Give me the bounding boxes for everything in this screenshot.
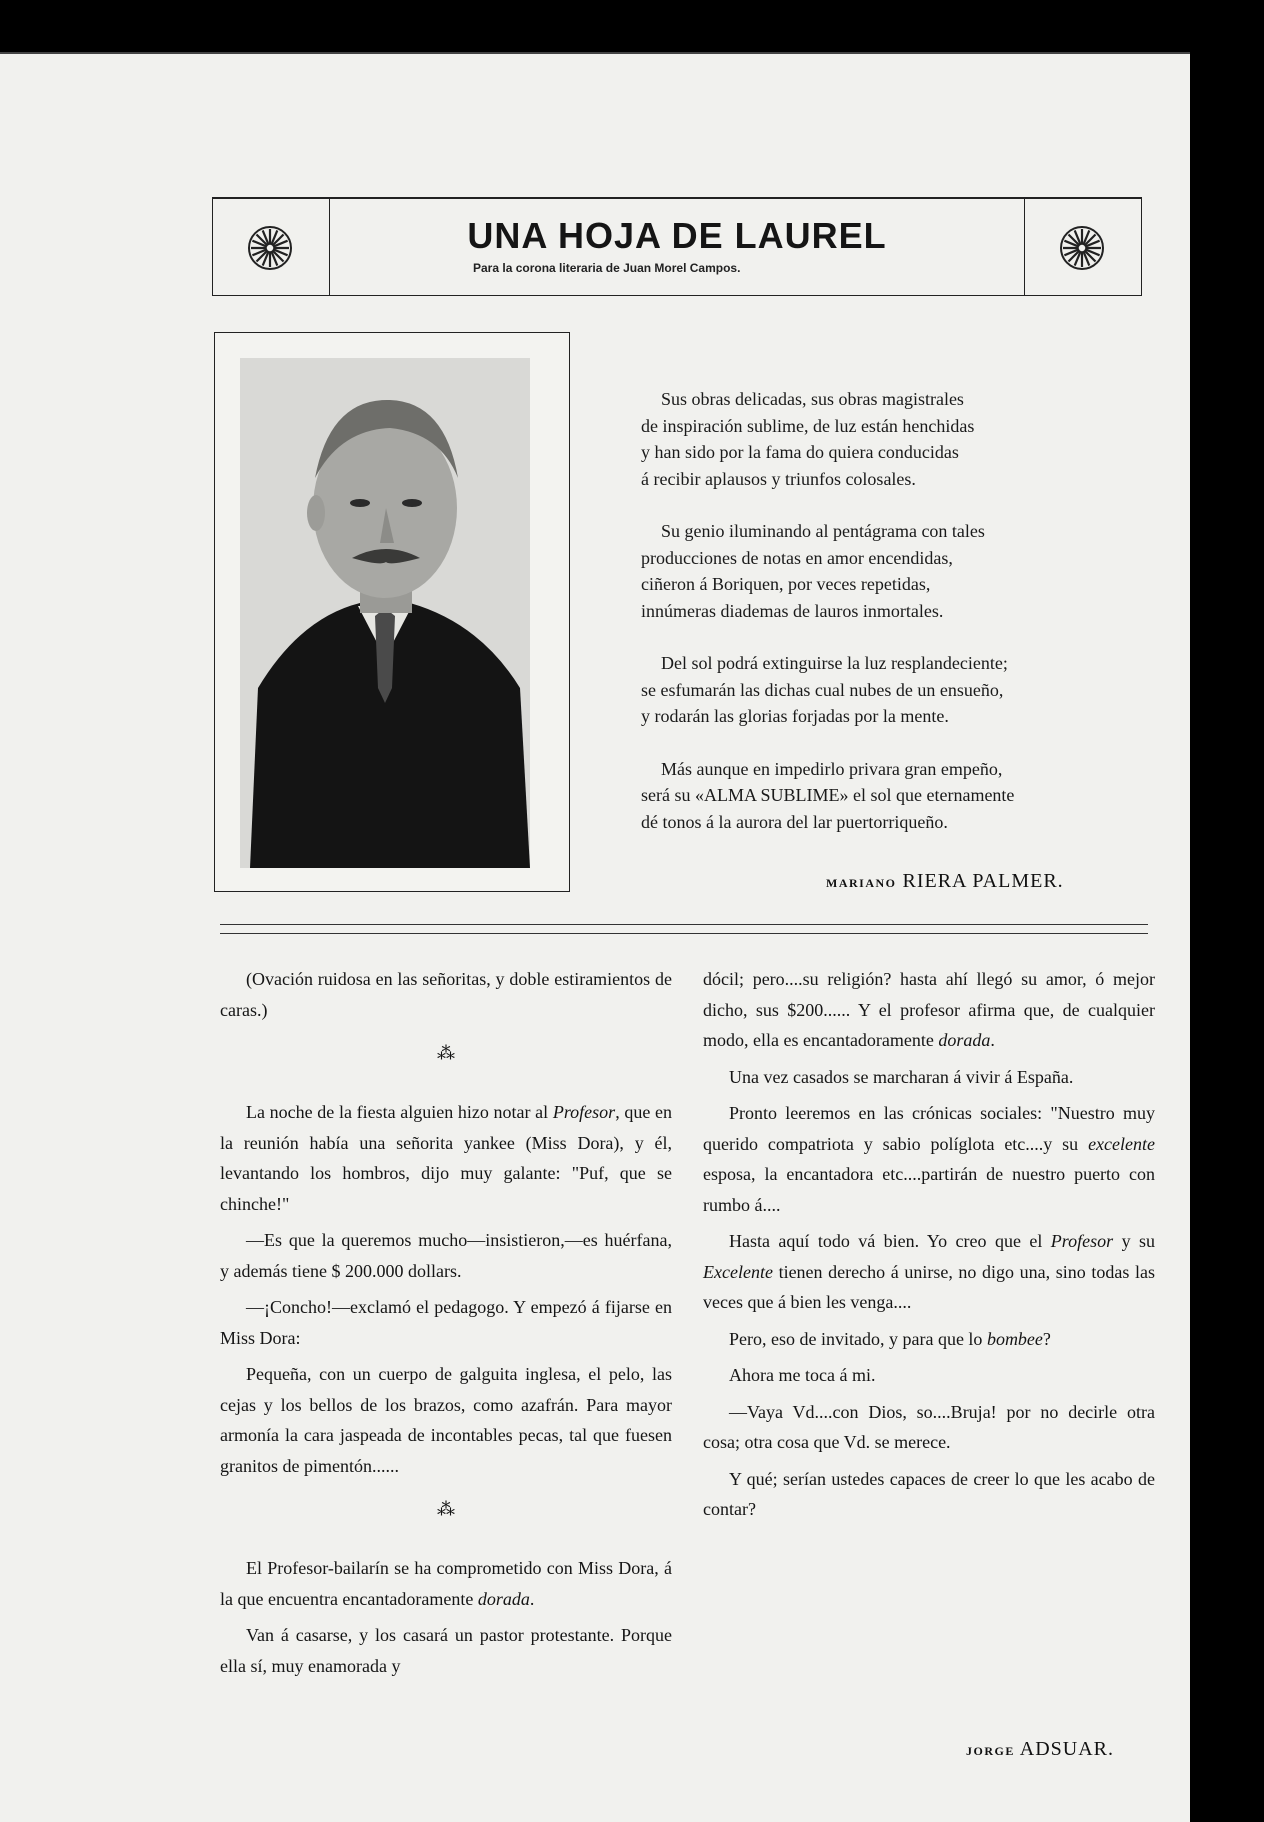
article-paragraph: Pequeña, con un cuerpo de galguita inglesa, el pelo, las cejas y los bellos de los brazos, como azafrán. Para mayor armonía la cara jaspeada de incontables pecas, tal que fuesen granitos de pimentón...... (220, 1364, 672, 1476)
poem-line: Del sol podrá extinguirse la luz resplandeciente; (661, 653, 1008, 673)
asterism-ornament: ⁂ (437, 1043, 455, 1063)
page-subtitle: Para la corona literaria de Juan Morel Campos. (473, 261, 741, 275)
article-paragraph: (Ovación ruidosa en las señoritas, y doble estiramientos de caras.) (220, 969, 672, 1020)
poem-line: se esfumarán las dichas cual nubes de un ensueño, (641, 679, 1004, 700)
poem-stanza (641, 650, 1141, 730)
article-paragraph: Ahora me toca á mi. (729, 1365, 876, 1385)
right-ornament-cell (1024, 199, 1141, 295)
poem-line: producciones de notas en amor encendidas, (641, 547, 953, 568)
article-author-first-name: JORGE (966, 1744, 1015, 1758)
poem-line: Sus obras delicadas, sus obras magistrales (661, 389, 964, 409)
poem-line: y han sido por la fama do quiera conducidas (641, 442, 959, 462)
portrait-photo (240, 358, 530, 868)
article-author-last-name: ADSUAR. (1019, 1738, 1114, 1760)
article-column-left (220, 964, 672, 1687)
article-paragraph: Hasta aquí todo vá bien. Yo creo que el Profesor y su Excelente tienen derecho á unirse, no digo una, sino todas las veces que á bien les venga.... (703, 1231, 1156, 1312)
poem-stanza (641, 518, 1141, 624)
article-paragraph: La noche de la fiesta alguien hizo notar al Profesor, que en la reunión había una señorita yankee (Miss Dora), y él, levantando los hombros, dijo muy galante: "Puf, que se chinche!" (220, 1102, 672, 1214)
article-paragraph: El Profesor-bailarín se ha comprometido con Miss Dora, á la que encuentra encantadoramente dorada. (220, 1558, 672, 1609)
poem-line: ciñeron á Boriquen, por veces repetidas, (641, 574, 931, 594)
article-column-right (703, 964, 1155, 1531)
title-banner (212, 197, 1142, 296)
poem-line: innúmeras diademas de lauros inmortales. (641, 600, 944, 621)
article-paragraph: Una vez casados se marcharan á vivir á España. (729, 1066, 1074, 1087)
page-title: UNA HOJA DE LAUREL (467, 215, 887, 256)
asterism-ornament: ⁂ (437, 1499, 455, 1519)
article-paragraph: —Vaya Vd....con Dios, so....Bruja! por no decirle otra cosa; otra cosa que Vd. se merece. (703, 1401, 1155, 1452)
poem-line: á recibir aplausos y triunfos colosales. (641, 468, 916, 489)
left-ornament-cell (213, 199, 330, 295)
poem-line: y rodarán las glorias forjadas por la mente. (641, 706, 949, 726)
poem-author (826, 870, 1064, 893)
article-paragraph: —¡Concho!—exclamó el pedagogo. Y empezó á fijarse en Miss Dora: (220, 1297, 672, 1348)
rosette-ornament-icon (1059, 225, 1105, 271)
rosette-ornament-icon (247, 225, 293, 271)
poem-author-first-name: MARIANO (826, 876, 897, 890)
section-divider (220, 924, 1148, 934)
article-author (966, 1738, 1114, 1761)
article-paragraph: Pero, eso de invitado, y para que lo bombee? (729, 1328, 1051, 1349)
poem-line: será su «ALMA SUBLIME» el sol que eternamente (641, 785, 1015, 805)
poem-line: dé tonos á la aurora del lar puertorriqueño. (641, 811, 948, 832)
article-paragraph: dócil; pero....su religión? hasta ahí llegó su amor, ó mejor dicho, sus $200...... Y el profesor afirma que, de cualquier modo, ella es encantadoramente dorada. (703, 969, 1155, 1050)
poem-line: de inspiración sublime, de luz están henchidas (641, 415, 975, 436)
poem-line: Más aunque en impedirlo privara gran empeño, (661, 758, 1003, 779)
poem-line: Su genio iluminando al pentágrama con tales (661, 521, 985, 541)
magazine-page (0, 52, 1190, 1822)
article-paragraph: Y qué; serían ustedes capaces de creer lo que les acabo de contar? (703, 1468, 1155, 1519)
poem-author-last-name: RIERA PALMER. (902, 870, 1064, 892)
article-paragraph: Van á casarse, y los casará un pastor protestante. Porque ella sí, muy enamorada y (220, 1625, 672, 1676)
poem (641, 386, 1141, 861)
poem-stanza (641, 756, 1141, 836)
article-paragraph: —Es que la queremos mucho—insistieron,—es huérfana, y además tiene $ 200.000 dollars. (220, 1230, 672, 1281)
article-paragraph: Pronto leeremos en las crónicas sociales: "Nuestro muy querido compatriota y sabio políglota etc....y su excelente esposa, la encantadora etc....partirán de nuestro puerto con rumbo á.... (703, 1103, 1155, 1215)
poem-stanza (641, 386, 1141, 492)
